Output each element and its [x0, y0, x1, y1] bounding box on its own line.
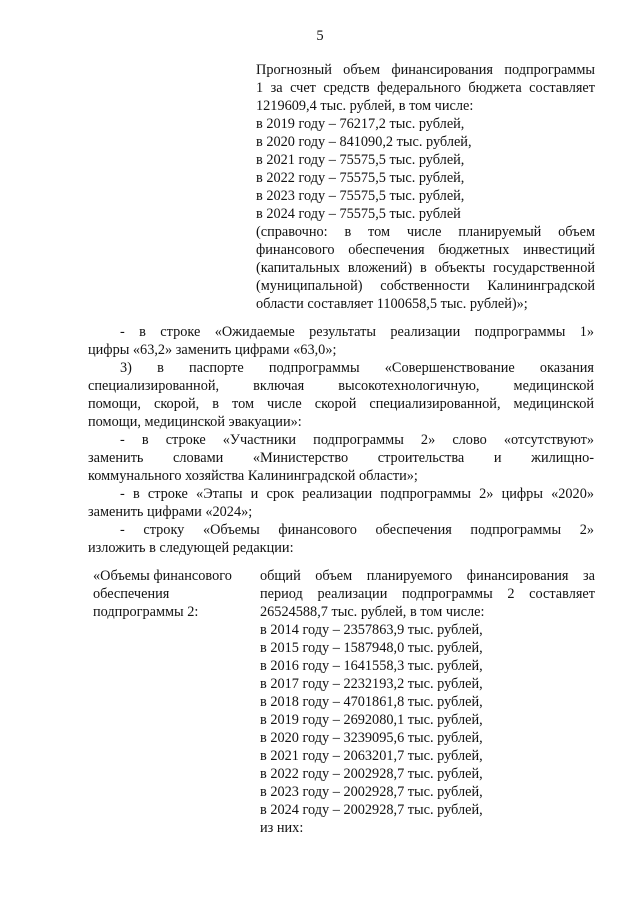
reference-note-line: (справочно: в том числе планируемый объем — [256, 224, 595, 240]
reference-note-line: (муниципальной) собственности Калининградской — [256, 278, 595, 294]
amendment-line: специализированной, включая высокотехнологичную, медицинской — [88, 378, 594, 394]
amendment-line: помощи, медицинской эвакуации»: — [88, 414, 302, 430]
amendment-line: заменить цифрами «2024»; — [88, 504, 253, 520]
page-number: 5 — [316, 28, 324, 44]
reference-note-line: финансового обеспечения бюджетных инвестиций — [256, 242, 595, 258]
table-year-line: в 2020 году – 3239095,6 тыс. рублей, — [260, 730, 483, 746]
forecast-text-line: Прогнозный объем финансирования подпрограммы — [256, 62, 595, 78]
table-year-line: в 2017 году – 2232193,2 тыс. рублей, — [260, 676, 483, 692]
table-year-line: в 2015 году – 1587948,0 тыс. рублей, — [260, 640, 483, 656]
table-value-line: общий объем планируемого финансирования за — [260, 568, 595, 584]
table-value-line: из них: — [260, 820, 304, 836]
table-value-line: 26524588,7 тыс. рублей, в том числе: — [260, 604, 485, 620]
table-year-line: в 2021 году – 2063201,7 тыс. рублей, — [260, 748, 483, 764]
table-year-line: в 2024 году – 2002928,7 тыс. рублей, — [260, 802, 483, 818]
table-year-line: в 2014 году – 2357863,9 тыс. рублей, — [260, 622, 483, 638]
forecast-text-line: 1219609,4 тыс. рублей, в том числе: — [256, 98, 474, 114]
amendment-line: цифры «63,2» заменить цифрами «63,0»; — [88, 342, 337, 358]
forecast-year-line: в 2020 году – 841090,2 тыс. рублей, — [256, 134, 472, 150]
table-year-line: в 2022 году – 2002928,7 тыс. рублей, — [260, 766, 483, 782]
amendment-line: - в строке «Ожидаемые результаты реализации подпрограммы 1» — [120, 324, 594, 340]
table-label-line: обеспечения — [93, 586, 170, 602]
amendment-line: заменить словами «Министерство строительства и жилищно- — [88, 450, 594, 466]
reference-note-line: (капитальных вложений) в объекты государственной — [256, 260, 595, 276]
amendment-line: - в строке «Участники подпрограммы 2» слово «отсутствуют» — [120, 432, 594, 448]
table-value-line: период реализации подпрограммы 2 составляет — [260, 586, 595, 602]
table-year-line: в 2023 году – 2002928,7 тыс. рублей, — [260, 784, 483, 800]
table-label-line: «Объемы финансового — [93, 568, 232, 584]
table-year-line: в 2019 году – 2692080,1 тыс. рублей, — [260, 712, 483, 728]
amendment-line: 3) в паспорте подпрограммы «Совершенствование оказания — [120, 360, 594, 376]
amendment-line: изложить в следующей редакции: — [88, 540, 294, 556]
table-year-line: в 2016 году – 1641558,3 тыс. рублей, — [260, 658, 483, 674]
table-year-line: в 2018 году – 4701861,8 тыс. рублей, — [260, 694, 483, 710]
forecast-year-line: в 2023 году – 75575,5 тыс. рублей, — [256, 188, 465, 204]
amendment-line: коммунального хозяйства Калининградской области»; — [88, 468, 418, 484]
forecast-year-line: в 2019 году – 76217,2 тыс. рублей, — [256, 116, 465, 132]
forecast-text-line: 1 за счет средств федерального бюджета составляет — [256, 80, 595, 96]
amendment-line: помощи, скорой, в том числе скорой специализированной, медицинской — [88, 396, 594, 412]
table-label-line: подпрограммы 2: — [93, 604, 199, 620]
forecast-year-line: в 2022 году – 75575,5 тыс. рублей, — [256, 170, 465, 186]
reference-note-line: области составляет 1100658,5 тыс. рублей)»; — [256, 296, 528, 312]
amendment-line: - в строке «Этапы и срок реализации подпрограммы 2» цифры «2020» — [120, 486, 594, 502]
forecast-year-line: в 2021 году – 75575,5 тыс. рублей, — [256, 152, 465, 168]
amendment-line: - строку «Объемы финансового обеспечения подпрограммы 2» — [120, 522, 594, 538]
forecast-year-line: в 2024 году – 75575,5 тыс. рублей — [256, 206, 461, 222]
